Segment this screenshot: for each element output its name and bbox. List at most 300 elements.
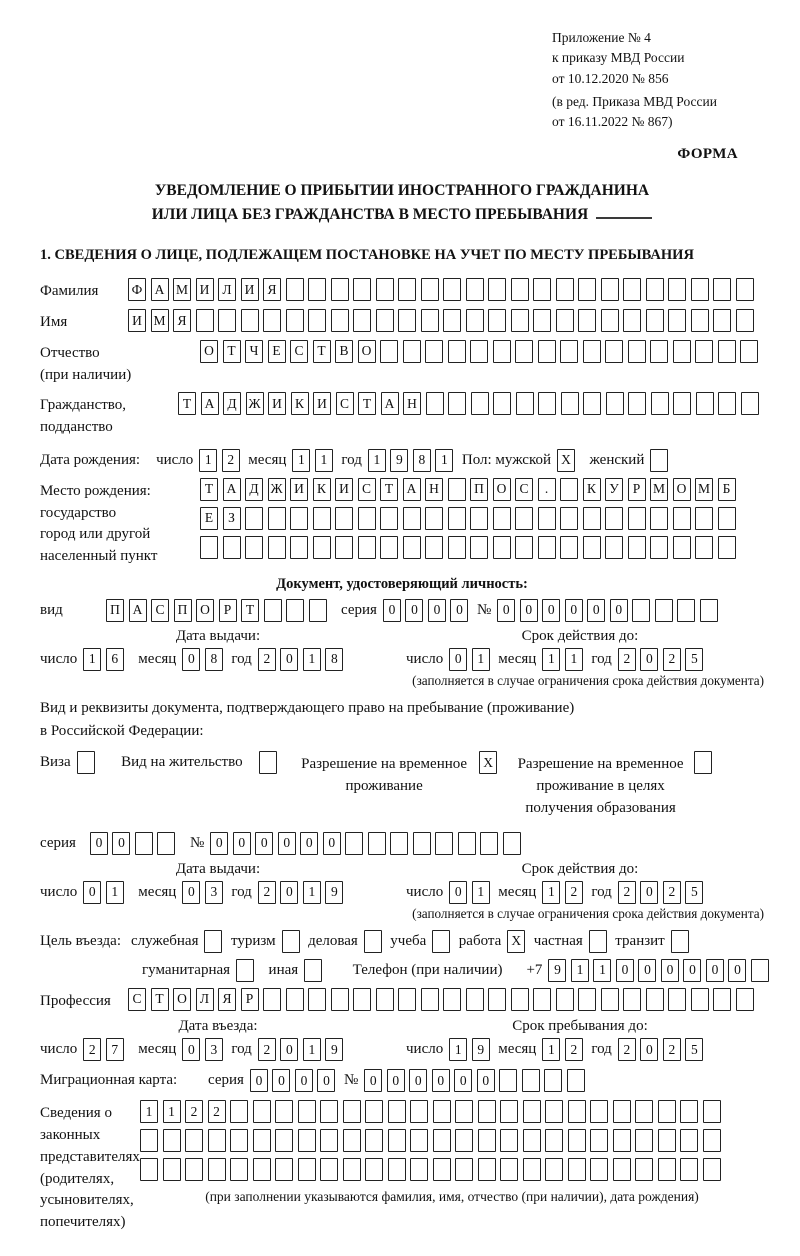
char-cell[interactable] bbox=[185, 1158, 203, 1181]
char-cell[interactable] bbox=[628, 536, 646, 559]
char-cell[interactable]: 0 bbox=[428, 599, 446, 622]
char-cell[interactable] bbox=[700, 599, 718, 622]
char-cell[interactable]: 1 bbox=[303, 1038, 321, 1061]
char-cell[interactable] bbox=[544, 1069, 562, 1092]
char-cell[interactable]: М bbox=[650, 478, 668, 501]
checkbox-cell[interactable] bbox=[204, 930, 222, 953]
char-cell[interactable] bbox=[736, 309, 754, 332]
char-cell[interactable]: 2 bbox=[565, 881, 583, 904]
char-cell[interactable]: 5 bbox=[685, 881, 703, 904]
char-cell[interactable]: 0 bbox=[728, 959, 746, 982]
char-cell[interactable] bbox=[658, 1158, 676, 1181]
char-cell[interactable] bbox=[628, 507, 646, 530]
char-cell[interactable]: С bbox=[515, 478, 533, 501]
checkbox-cell[interactable]: X bbox=[507, 930, 525, 953]
char-cell[interactable]: 0 bbox=[409, 1069, 427, 1092]
char-cell[interactable]: К bbox=[291, 392, 309, 415]
char-cell[interactable]: 0 bbox=[640, 881, 658, 904]
char-cell[interactable]: 2 bbox=[83, 1038, 101, 1061]
char-cell[interactable] bbox=[533, 278, 551, 301]
char-cell[interactable]: Б bbox=[718, 478, 736, 501]
char-cell[interactable] bbox=[208, 1158, 226, 1181]
char-cell[interactable] bbox=[680, 1129, 698, 1152]
char-cell[interactable] bbox=[320, 1129, 338, 1152]
char-cell[interactable] bbox=[353, 309, 371, 332]
char-cell[interactable] bbox=[583, 392, 601, 415]
char-cell[interactable] bbox=[353, 988, 371, 1011]
char-cell[interactable]: 1 bbox=[368, 449, 386, 472]
char-cell[interactable]: 2 bbox=[185, 1100, 203, 1123]
char-cell[interactable]: О bbox=[200, 340, 218, 363]
char-cell[interactable] bbox=[425, 536, 443, 559]
char-cell[interactable] bbox=[380, 340, 398, 363]
char-cell[interactable]: Ч bbox=[245, 340, 263, 363]
char-cell[interactable] bbox=[410, 1100, 428, 1123]
char-cell[interactable]: С bbox=[128, 988, 146, 1011]
char-cell[interactable] bbox=[718, 507, 736, 530]
char-cell[interactable] bbox=[275, 1129, 293, 1152]
char-cell[interactable]: М bbox=[173, 278, 191, 301]
char-cell[interactable]: 0 bbox=[610, 599, 628, 622]
char-cell[interactable] bbox=[561, 392, 579, 415]
char-cell[interactable] bbox=[718, 536, 736, 559]
char-cell[interactable]: 0 bbox=[450, 599, 468, 622]
char-cell[interactable] bbox=[230, 1158, 248, 1181]
char-cell[interactable]: 2 bbox=[663, 881, 681, 904]
char-cell[interactable] bbox=[298, 1158, 316, 1181]
char-cell[interactable]: 2 bbox=[618, 881, 636, 904]
char-cell[interactable]: 0 bbox=[255, 832, 273, 855]
char-cell[interactable] bbox=[264, 599, 282, 622]
char-cell[interactable]: 1 bbox=[83, 648, 101, 671]
char-cell[interactable]: П bbox=[106, 599, 124, 622]
char-cell[interactable]: Т bbox=[380, 478, 398, 501]
char-cell[interactable] bbox=[403, 340, 421, 363]
char-cell[interactable] bbox=[390, 832, 408, 855]
char-cell[interactable] bbox=[308, 309, 326, 332]
char-cell[interactable] bbox=[343, 1129, 361, 1152]
char-cell[interactable] bbox=[668, 988, 686, 1011]
char-cell[interactable] bbox=[567, 1069, 585, 1092]
char-cell[interactable]: Д bbox=[245, 478, 263, 501]
char-cell[interactable]: Т bbox=[178, 392, 196, 415]
char-cell[interactable]: 2 bbox=[565, 1038, 583, 1061]
char-cell[interactable]: 9 bbox=[390, 449, 408, 472]
char-cell[interactable] bbox=[275, 1100, 293, 1123]
char-cell[interactable] bbox=[515, 536, 533, 559]
char-cell[interactable] bbox=[493, 340, 511, 363]
char-cell[interactable]: 0 bbox=[182, 1038, 200, 1061]
char-cell[interactable] bbox=[560, 507, 578, 530]
char-cell[interactable] bbox=[691, 309, 709, 332]
char-cell[interactable] bbox=[691, 988, 709, 1011]
char-cell[interactable]: 1 bbox=[565, 648, 583, 671]
char-cell[interactable] bbox=[140, 1129, 158, 1152]
char-cell[interactable]: 0 bbox=[640, 1038, 658, 1061]
char-cell[interactable]: 0 bbox=[454, 1069, 472, 1092]
char-cell[interactable] bbox=[443, 278, 461, 301]
char-cell[interactable] bbox=[365, 1129, 383, 1152]
char-cell[interactable]: . bbox=[538, 478, 556, 501]
char-cell[interactable]: 1 bbox=[542, 648, 560, 671]
char-cell[interactable] bbox=[741, 392, 759, 415]
char-cell[interactable] bbox=[196, 309, 214, 332]
char-cell[interactable] bbox=[433, 1100, 451, 1123]
char-cell[interactable] bbox=[275, 1158, 293, 1181]
char-cell[interactable] bbox=[500, 1129, 518, 1152]
char-cell[interactable] bbox=[345, 832, 363, 855]
char-cell[interactable] bbox=[309, 599, 327, 622]
char-cell[interactable]: 0 bbox=[477, 1069, 495, 1092]
checkbox-cell[interactable] bbox=[77, 751, 95, 774]
char-cell[interactable]: 2 bbox=[663, 648, 681, 671]
char-cell[interactable]: 0 bbox=[405, 599, 423, 622]
char-cell[interactable]: Т bbox=[223, 340, 241, 363]
char-cell[interactable] bbox=[578, 988, 596, 1011]
char-cell[interactable] bbox=[308, 278, 326, 301]
char-cell[interactable]: А bbox=[403, 478, 421, 501]
char-cell[interactable] bbox=[290, 536, 308, 559]
char-cell[interactable]: 1 bbox=[106, 881, 124, 904]
char-cell[interactable] bbox=[163, 1129, 181, 1152]
char-cell[interactable]: 2 bbox=[618, 1038, 636, 1061]
char-cell[interactable] bbox=[185, 1129, 203, 1152]
char-cell[interactable] bbox=[421, 309, 439, 332]
char-cell[interactable] bbox=[448, 392, 466, 415]
char-cell[interactable]: Т bbox=[200, 478, 218, 501]
char-cell[interactable] bbox=[163, 1158, 181, 1181]
char-cell[interactable] bbox=[331, 278, 349, 301]
char-cell[interactable] bbox=[668, 309, 686, 332]
char-cell[interactable]: И bbox=[268, 392, 286, 415]
char-cell[interactable]: 0 bbox=[300, 832, 318, 855]
char-cell[interactable]: 1 bbox=[472, 648, 490, 671]
char-cell[interactable]: 0 bbox=[323, 832, 341, 855]
char-cell[interactable] bbox=[590, 1100, 608, 1123]
char-cell[interactable] bbox=[218, 309, 236, 332]
char-cell[interactable]: 1 bbox=[292, 449, 310, 472]
char-cell[interactable]: 6 bbox=[106, 648, 124, 671]
char-cell[interactable] bbox=[493, 392, 511, 415]
char-cell[interactable]: 5 bbox=[685, 648, 703, 671]
char-cell[interactable]: О bbox=[196, 599, 214, 622]
char-cell[interactable]: 0 bbox=[364, 1069, 382, 1092]
char-cell[interactable]: 0 bbox=[587, 599, 605, 622]
char-cell[interactable]: 2 bbox=[663, 1038, 681, 1061]
char-cell[interactable]: 1 bbox=[303, 881, 321, 904]
char-cell[interactable] bbox=[298, 1100, 316, 1123]
char-cell[interactable] bbox=[268, 507, 286, 530]
char-cell[interactable]: 0 bbox=[317, 1069, 335, 1092]
char-cell[interactable]: П bbox=[470, 478, 488, 501]
char-cell[interactable] bbox=[478, 1129, 496, 1152]
char-cell[interactable] bbox=[523, 1129, 541, 1152]
char-cell[interactable] bbox=[703, 1129, 721, 1152]
char-cell[interactable]: М bbox=[151, 309, 169, 332]
char-cell[interactable]: 1 bbox=[140, 1100, 158, 1123]
char-cell[interactable]: 0 bbox=[683, 959, 701, 982]
char-cell[interactable]: С bbox=[290, 340, 308, 363]
char-cell[interactable]: Н bbox=[403, 392, 421, 415]
char-cell[interactable] bbox=[488, 278, 506, 301]
char-cell[interactable] bbox=[403, 536, 421, 559]
char-cell[interactable] bbox=[538, 507, 556, 530]
char-cell[interactable] bbox=[601, 309, 619, 332]
char-cell[interactable] bbox=[433, 1158, 451, 1181]
char-cell[interactable]: 0 bbox=[250, 1069, 268, 1092]
char-cell[interactable] bbox=[433, 1129, 451, 1152]
checkbox-cell[interactable] bbox=[589, 930, 607, 953]
char-cell[interactable] bbox=[635, 1129, 653, 1152]
checkbox-cell[interactable] bbox=[304, 959, 322, 982]
char-cell[interactable] bbox=[751, 959, 769, 982]
char-cell[interactable] bbox=[511, 278, 529, 301]
char-cell[interactable]: Т bbox=[313, 340, 331, 363]
char-cell[interactable]: Е bbox=[200, 507, 218, 530]
char-cell[interactable] bbox=[455, 1100, 473, 1123]
char-cell[interactable] bbox=[650, 507, 668, 530]
char-cell[interactable] bbox=[545, 1100, 563, 1123]
char-cell[interactable]: Л bbox=[196, 988, 214, 1011]
char-cell[interactable] bbox=[646, 988, 664, 1011]
char-cell[interactable] bbox=[388, 1129, 406, 1152]
char-cell[interactable] bbox=[320, 1100, 338, 1123]
char-cell[interactable] bbox=[466, 309, 484, 332]
char-cell[interactable] bbox=[713, 278, 731, 301]
char-cell[interactable] bbox=[480, 832, 498, 855]
char-cell[interactable] bbox=[511, 988, 529, 1011]
char-cell[interactable] bbox=[365, 1100, 383, 1123]
char-cell[interactable] bbox=[740, 340, 758, 363]
char-cell[interactable]: 1 bbox=[571, 959, 589, 982]
char-cell[interactable] bbox=[677, 599, 695, 622]
char-cell[interactable]: И bbox=[290, 478, 308, 501]
char-cell[interactable] bbox=[380, 536, 398, 559]
char-cell[interactable]: В bbox=[335, 340, 353, 363]
checkbox-cell[interactable] bbox=[432, 930, 450, 953]
char-cell[interactable] bbox=[380, 507, 398, 530]
char-cell[interactable] bbox=[605, 536, 623, 559]
char-cell[interactable]: 0 bbox=[233, 832, 251, 855]
char-cell[interactable] bbox=[628, 340, 646, 363]
char-cell[interactable] bbox=[135, 832, 153, 855]
char-cell[interactable] bbox=[343, 1158, 361, 1181]
char-cell[interactable]: 2 bbox=[258, 881, 276, 904]
char-cell[interactable] bbox=[421, 278, 439, 301]
char-cell[interactable] bbox=[499, 1069, 517, 1092]
char-cell[interactable] bbox=[673, 340, 691, 363]
char-cell[interactable] bbox=[522, 1069, 540, 1092]
char-cell[interactable]: И bbox=[241, 278, 259, 301]
char-cell[interactable]: 1 bbox=[472, 881, 490, 904]
char-cell[interactable]: С bbox=[336, 392, 354, 415]
char-cell[interactable] bbox=[718, 340, 736, 363]
char-cell[interactable] bbox=[253, 1100, 271, 1123]
char-cell[interactable]: 2 bbox=[618, 648, 636, 671]
char-cell[interactable]: 5 bbox=[685, 1038, 703, 1061]
char-cell[interactable]: О bbox=[673, 478, 691, 501]
char-cell[interactable]: З bbox=[223, 507, 241, 530]
char-cell[interactable] bbox=[358, 536, 376, 559]
char-cell[interactable] bbox=[471, 392, 489, 415]
char-cell[interactable] bbox=[245, 507, 263, 530]
char-cell[interactable] bbox=[157, 832, 175, 855]
char-cell[interactable]: Я bbox=[218, 988, 236, 1011]
char-cell[interactable]: 9 bbox=[472, 1038, 490, 1061]
char-cell[interactable]: 1 bbox=[303, 648, 321, 671]
char-cell[interactable] bbox=[478, 1158, 496, 1181]
char-cell[interactable]: О bbox=[358, 340, 376, 363]
char-cell[interactable] bbox=[388, 1100, 406, 1123]
char-cell[interactable] bbox=[583, 507, 601, 530]
char-cell[interactable] bbox=[533, 988, 551, 1011]
char-cell[interactable] bbox=[331, 988, 349, 1011]
char-cell[interactable] bbox=[426, 392, 444, 415]
char-cell[interactable]: 0 bbox=[182, 881, 200, 904]
char-cell[interactable]: М bbox=[695, 478, 713, 501]
char-cell[interactable] bbox=[398, 309, 416, 332]
char-cell[interactable] bbox=[523, 1158, 541, 1181]
char-cell[interactable] bbox=[613, 1158, 631, 1181]
char-cell[interactable] bbox=[425, 507, 443, 530]
char-cell[interactable] bbox=[320, 1158, 338, 1181]
char-cell[interactable] bbox=[376, 309, 394, 332]
char-cell[interactable] bbox=[286, 309, 304, 332]
char-cell[interactable] bbox=[713, 309, 731, 332]
char-cell[interactable] bbox=[560, 478, 578, 501]
char-cell[interactable]: П bbox=[174, 599, 192, 622]
char-cell[interactable] bbox=[650, 536, 668, 559]
char-cell[interactable] bbox=[313, 507, 331, 530]
checkbox-cell[interactable] bbox=[259, 751, 277, 774]
char-cell[interactable] bbox=[658, 1129, 676, 1152]
char-cell[interactable]: 1 bbox=[163, 1100, 181, 1123]
char-cell[interactable]: Р bbox=[628, 478, 646, 501]
char-cell[interactable]: И bbox=[128, 309, 146, 332]
char-cell[interactable]: 2 bbox=[258, 648, 276, 671]
char-cell[interactable]: 0 bbox=[616, 959, 634, 982]
char-cell[interactable]: 0 bbox=[112, 832, 130, 855]
checkbox-cell[interactable] bbox=[282, 930, 300, 953]
char-cell[interactable] bbox=[500, 1100, 518, 1123]
char-cell[interactable] bbox=[368, 832, 386, 855]
char-cell[interactable] bbox=[628, 392, 646, 415]
char-cell[interactable]: С bbox=[358, 478, 376, 501]
char-cell[interactable] bbox=[466, 278, 484, 301]
char-cell[interactable]: 0 bbox=[90, 832, 108, 855]
char-cell[interactable] bbox=[511, 309, 529, 332]
char-cell[interactable] bbox=[448, 340, 466, 363]
char-cell[interactable] bbox=[695, 507, 713, 530]
char-cell[interactable] bbox=[365, 1158, 383, 1181]
char-cell[interactable] bbox=[583, 536, 601, 559]
char-cell[interactable] bbox=[695, 536, 713, 559]
char-cell[interactable] bbox=[673, 392, 691, 415]
char-cell[interactable]: С bbox=[151, 599, 169, 622]
char-cell[interactable] bbox=[556, 309, 574, 332]
char-cell[interactable]: Р bbox=[219, 599, 237, 622]
char-cell[interactable] bbox=[335, 507, 353, 530]
char-cell[interactable]: 0 bbox=[640, 648, 658, 671]
char-cell[interactable] bbox=[398, 988, 416, 1011]
char-cell[interactable] bbox=[613, 1100, 631, 1123]
char-cell[interactable] bbox=[448, 507, 466, 530]
char-cell[interactable] bbox=[736, 988, 754, 1011]
char-cell[interactable] bbox=[298, 1129, 316, 1152]
char-cell[interactable]: Т bbox=[151, 988, 169, 1011]
char-cell[interactable]: 0 bbox=[542, 599, 560, 622]
char-cell[interactable]: О bbox=[173, 988, 191, 1011]
char-cell[interactable] bbox=[673, 507, 691, 530]
char-cell[interactable]: А bbox=[381, 392, 399, 415]
char-cell[interactable] bbox=[560, 536, 578, 559]
char-cell[interactable] bbox=[470, 507, 488, 530]
char-cell[interactable]: 0 bbox=[520, 599, 538, 622]
char-cell[interactable]: 0 bbox=[565, 599, 583, 622]
char-cell[interactable] bbox=[623, 988, 641, 1011]
char-cell[interactable]: Р bbox=[241, 988, 259, 1011]
char-cell[interactable] bbox=[470, 536, 488, 559]
char-cell[interactable]: Т bbox=[358, 392, 376, 415]
char-cell[interactable] bbox=[568, 1129, 586, 1152]
char-cell[interactable] bbox=[533, 309, 551, 332]
char-cell[interactable]: 0 bbox=[272, 1069, 290, 1092]
char-cell[interactable] bbox=[695, 340, 713, 363]
char-cell[interactable] bbox=[403, 507, 421, 530]
char-cell[interactable]: К bbox=[583, 478, 601, 501]
char-cell[interactable] bbox=[466, 988, 484, 1011]
char-cell[interactable] bbox=[455, 1158, 473, 1181]
char-cell[interactable] bbox=[335, 536, 353, 559]
char-cell[interactable]: А bbox=[201, 392, 219, 415]
char-cell[interactable]: 2 bbox=[208, 1100, 226, 1123]
char-cell[interactable] bbox=[455, 1129, 473, 1152]
char-cell[interactable] bbox=[560, 340, 578, 363]
char-cell[interactable] bbox=[578, 278, 596, 301]
char-cell[interactable] bbox=[623, 309, 641, 332]
char-cell[interactable]: 0 bbox=[295, 1069, 313, 1092]
char-cell[interactable] bbox=[658, 1100, 676, 1123]
char-cell[interactable]: Я bbox=[173, 309, 191, 332]
char-cell[interactable]: 2 bbox=[258, 1038, 276, 1061]
char-cell[interactable] bbox=[410, 1158, 428, 1181]
char-cell[interactable] bbox=[488, 988, 506, 1011]
char-cell[interactable] bbox=[568, 1100, 586, 1123]
char-cell[interactable] bbox=[703, 1158, 721, 1181]
char-cell[interactable] bbox=[263, 309, 281, 332]
char-cell[interactable] bbox=[713, 988, 731, 1011]
char-cell[interactable] bbox=[478, 1100, 496, 1123]
char-cell[interactable] bbox=[500, 1158, 518, 1181]
char-cell[interactable] bbox=[650, 340, 668, 363]
char-cell[interactable] bbox=[651, 392, 669, 415]
char-cell[interactable] bbox=[493, 536, 511, 559]
char-cell[interactable] bbox=[353, 278, 371, 301]
char-cell[interactable] bbox=[268, 536, 286, 559]
char-cell[interactable] bbox=[516, 392, 534, 415]
char-cell[interactable] bbox=[286, 599, 304, 622]
char-cell[interactable]: 0 bbox=[280, 881, 298, 904]
char-cell[interactable]: 1 bbox=[199, 449, 217, 472]
char-cell[interactable] bbox=[623, 278, 641, 301]
char-cell[interactable] bbox=[545, 1158, 563, 1181]
char-cell[interactable] bbox=[503, 832, 521, 855]
char-cell[interactable] bbox=[680, 1100, 698, 1123]
char-cell[interactable]: 8 bbox=[325, 648, 343, 671]
char-cell[interactable]: 1 bbox=[542, 881, 560, 904]
char-cell[interactable] bbox=[523, 1100, 541, 1123]
char-cell[interactable]: 8 bbox=[413, 449, 431, 472]
